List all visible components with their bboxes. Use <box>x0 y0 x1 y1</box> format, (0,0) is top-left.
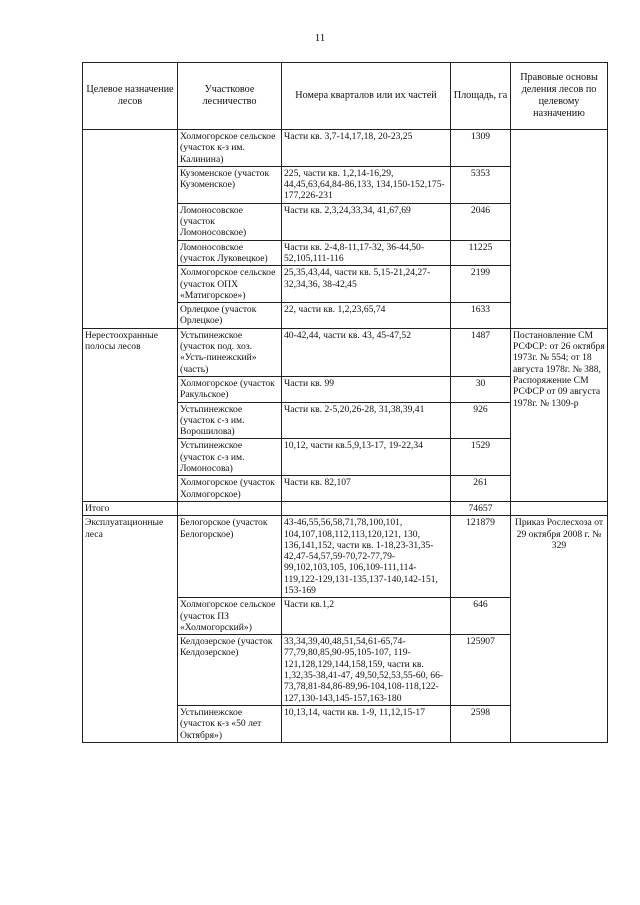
quarters-cell: 43-46,55,56,58,71,78,100,101, 104,107,108,112,113,120,121, 130, 136,141,152, части кв. 1-18,23-31,35-42,47-54,57,59-70,72-77,79-99,102,103,105, 106,109-111,114-119,122-129,131-135,137-140,142-151, 153-169 <box>282 516 451 598</box>
district-cell: Устьпинежское (участок с-з им. Ломоносова) <box>178 439 282 476</box>
district-cell: Орлецкое (участок Орлецкое) <box>178 303 282 329</box>
area-cell: 261 <box>451 476 511 502</box>
district-cell: Холмогорское (участок Ракульское) <box>178 376 282 402</box>
district-cell: Ломоносовское (участок Ломоносовское) <box>178 203 282 240</box>
total-empty-cell <box>178 501 282 515</box>
table-header <box>83 63 608 130</box>
quarters-cell: 225, части кв. 1,2,14-16,29, 44,45,63,64,84-86,133, 134,150-152,175-177,226-231 <box>282 166 451 203</box>
header-district: Участковое лесничество <box>178 63 282 130</box>
quarters-cell: 22, части кв. 1,2,23,65,74 <box>282 303 451 329</box>
table-row <box>83 328 608 376</box>
district-cell: Холмогорское сельское (участок к-з им. Калинина) <box>178 130 282 167</box>
header-legal-basis: Правовые основы деления лесов по целевому назначению <box>511 63 608 130</box>
area-cell: 1529 <box>451 439 511 476</box>
quarters-cell: 10,13,14, части кв. 1-9, 11,12,15-17 <box>282 705 451 742</box>
district-cell: Келдозерское (участок Келдозерское) <box>178 635 282 706</box>
total-area: 74657 <box>451 501 511 515</box>
area-cell: 2199 <box>451 266 511 303</box>
table-row <box>83 130 608 167</box>
quarters-cell: 40-42,44, части кв. 43, 45-47,52 <box>282 328 451 376</box>
district-cell: Белогорское (участок Белогорское) <box>178 516 282 598</box>
area-cell: 30 <box>451 376 511 402</box>
district-cell: Ломоносовское (участок Луковецкое) <box>178 240 282 266</box>
area-cell: 2598 <box>451 705 511 742</box>
total-row <box>83 501 608 515</box>
area-cell: 125907 <box>451 635 511 706</box>
purpose-cell: Нерестоохранные полосы лесов <box>83 328 178 501</box>
district-cell: Кузоменское (участок Кузоменское) <box>178 166 282 203</box>
quarters-cell: Части кв.1,2 <box>282 598 451 635</box>
quarters-cell: Части кв. 2-4,8-11,17-32, 36-44,50-52,105,111-116 <box>282 240 451 266</box>
quarters-cell: Части кв. 2,3,24,33,34, 41,67,69 <box>282 203 451 240</box>
legal-basis-cell: Приказ Рослесхоза от 29 октября 2008 г. № 329 <box>511 516 608 743</box>
area-cell: 926 <box>451 402 511 439</box>
header-quarters: Номера кварталов или их частей <box>282 63 451 130</box>
quarters-cell: 25,35,43,44, части кв. 5,15-21,24,27-32,34,36, 38-42,45 <box>282 266 451 303</box>
purpose-cell <box>83 130 178 329</box>
area-cell: 11225 <box>451 240 511 266</box>
quarters-cell: 33,34,39,40,48,51,54,61-65,74-77,79,80,85,90-95,105-107, 119-121,128,129,144,158,159, части кв. 1,32,35-38,41-47, 49,50,52,53,55-60, 66-73,78,81-84,86-89,96-104,108-118,122-127,130-143,145-157,163-180 <box>282 635 451 706</box>
total-label: Итого <box>83 501 178 515</box>
area-cell: 646 <box>451 598 511 635</box>
quarters-cell: Части кв. 99 <box>282 376 451 402</box>
forest-purpose-table <box>82 62 608 743</box>
area-cell: 1309 <box>451 130 511 167</box>
header-purpose: Целевое назначение лесов <box>83 63 178 130</box>
area-cell: 121879 <box>451 516 511 598</box>
district-cell: Холмогорское сельское (участок ОПХ «Матигорское») <box>178 266 282 303</box>
area-cell: 2046 <box>451 203 511 240</box>
total-empty-cell <box>282 501 451 515</box>
table-row <box>83 516 608 598</box>
quarters-cell: Части кв. 2-5,20,26-28, 31,38,39,41 <box>282 402 451 439</box>
district-cell: Устьпинежское (участок с-з им. Ворошилова) <box>178 402 282 439</box>
header-area: Площадь, га <box>451 63 511 130</box>
district-cell: Устьпинежское (участок к-з «50 лет Октября») <box>178 705 282 742</box>
legal-basis-cell: Постановление СМ РСФСР: от 26 октября 1973г. № 554; от 18 августа 1978г. № 388, Распоряжение СМ РСФСР от 09 августа 1978г. № 1309-р <box>511 328 608 501</box>
total-empty-cell <box>511 501 608 515</box>
area-cell: 5353 <box>451 166 511 203</box>
quarters-cell: Части кв. 3,7-14,17,18, 20-23,25 <box>282 130 451 167</box>
quarters-cell: Части кв. 82,107 <box>282 476 451 502</box>
area-cell: 1487 <box>451 328 511 376</box>
district-cell: Холмогорское (участок Холмогорское) <box>178 476 282 502</box>
district-cell: Устьпинежское (участок под. хоз. «Усть-пинежский» (часть) <box>178 328 282 376</box>
quarters-cell: 10,12, части кв.5,9,13-17, 19-22,34 <box>282 439 451 476</box>
district-cell: Холмогорское сельское (участок ПЗ «Холмогорский») <box>178 598 282 635</box>
area-cell: 1633 <box>451 303 511 329</box>
purpose-cell: Эксплуатационные леса <box>83 516 178 743</box>
table-body <box>83 130 608 743</box>
legal-basis-cell <box>511 130 608 329</box>
page-number: 11 <box>314 32 326 44</box>
